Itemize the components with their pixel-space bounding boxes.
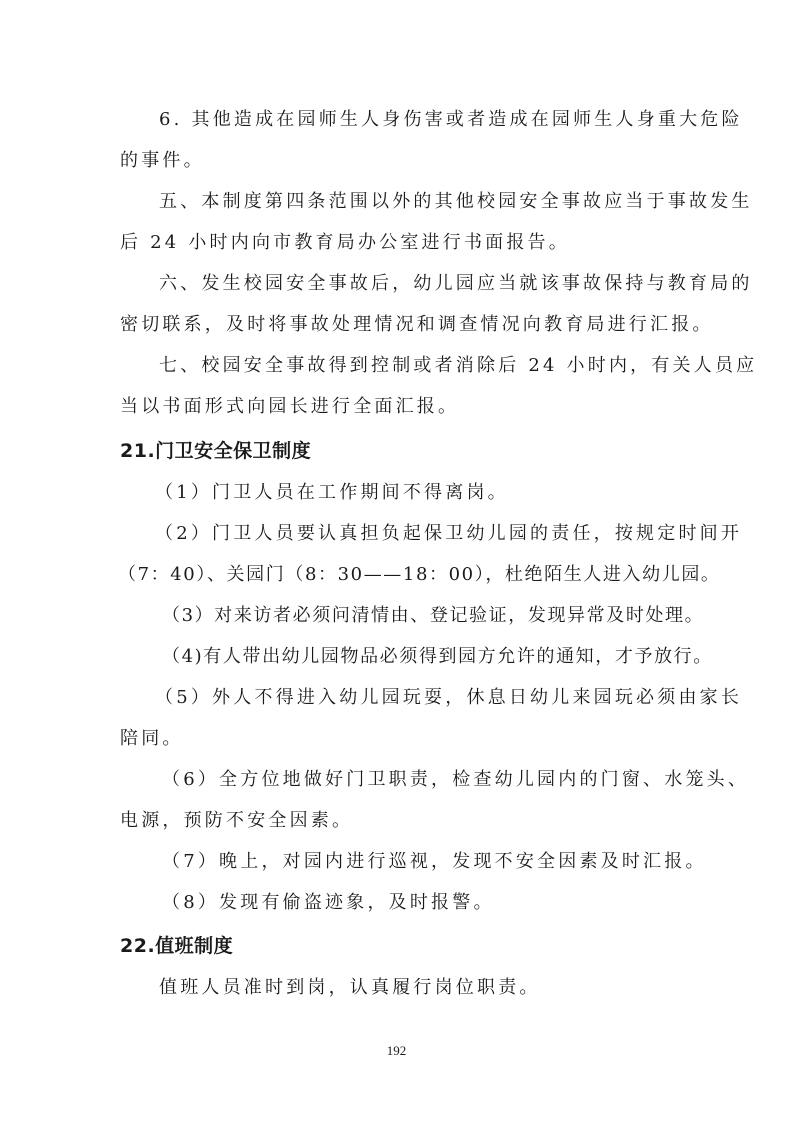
paragraph-line: 值班人员准时到岗，认真履行岗位职责。	[159, 977, 541, 998]
paragraph-line: 陪同。	[120, 728, 184, 749]
paragraph-line: 七、校园安全事故得到控制或者消除后 24 小时内，有关人员应	[159, 355, 758, 376]
section-heading-21: 21.门卫安全保卫制度	[120, 440, 312, 462]
paragraph-line: （3）对来访者必须问清情由、登记验证，发现异常及时处理。	[162, 605, 705, 626]
paragraph-line: （4)有人带出幼儿园物品必须得到园方允许的通知，才予放行。	[162, 646, 713, 667]
paragraph-line: 电源，预防不安全因素。	[120, 810, 354, 831]
page-number: 192	[386, 1043, 407, 1058]
paragraph-line: 6. 其他造成在园师生人身伤害或者造成在园师生人身重大危险	[159, 109, 743, 130]
paragraph-line: 后 24 小时内向市教育局办公室进行书面报告。	[120, 232, 570, 253]
paragraph-line: 当以书面形式向园长进行全面汇报。	[120, 396, 460, 417]
paragraph-line: 的事件。	[120, 150, 205, 171]
paragraph-line: （8）发现有偷盗迹象，及时报警。	[162, 892, 495, 913]
paragraph-line: （5）外人不得进入幼儿园玩耍，休息日幼儿来园玩必须由家长	[155, 687, 743, 708]
paragraph-line: 五、本制度第四条范围以外的其他校园安全事故应当于事故发生	[159, 191, 753, 212]
paragraph-line: 六、发生校园安全事故后，幼儿园应当就该事故保持与教育局的	[159, 273, 753, 294]
paragraph-line: 密切联系，及时将事故处理情况和调查情况向教育局进行汇报。	[120, 314, 714, 335]
paragraph-line: （2）门卫人员要认真担负起保卫幼儿园的责任，按规定时间开	[155, 523, 743, 544]
paragraph-line: （1）门卫人员在工作期间不得离岗。	[155, 482, 509, 503]
section-heading-22: 22.值班制度	[120, 935, 234, 957]
paragraph-line: （7：40）、关园门（8：30——18：00），杜绝陌生人进入幼儿园。	[118, 564, 721, 585]
paragraph-line: （6）全方位地做好门卫职责，检查幼儿园内的门窗、水笼头、	[162, 769, 750, 790]
paragraph-line: （7）晚上，对园内进行巡视，发现不安全因素及时汇报。	[162, 851, 707, 872]
